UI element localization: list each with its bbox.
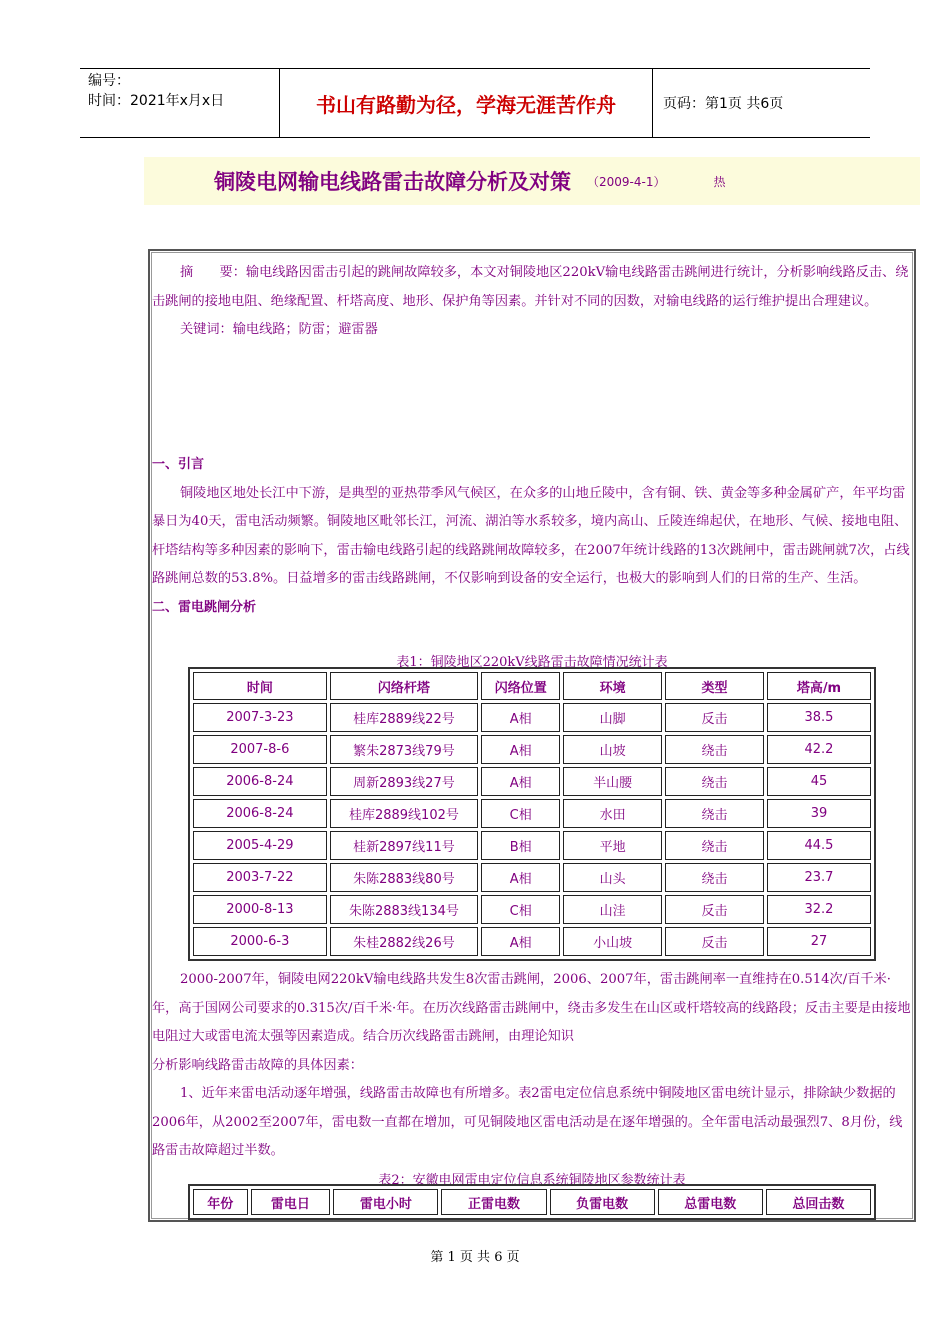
table1-cell: A相: [481, 767, 560, 796]
page-footer: 第 1 页 共 6 页: [430, 1250, 520, 1265]
table-row: [193, 831, 871, 860]
analysis-paragraph-1: 2000-2007年，铜陵电网220kV输电线路共发生8次雷击跳闸，2006、2007年，雷击跳闸率一直维持在0.514次/百千米·年，高于国网公司要求的0.315次/百千米·年。在历次线路雷击跳闸中，绕击多发生在山区或杆塔较高的线路段；反击主要是由接地电阻过大或雷电流太强等因素造成。结合历次线路雷击跳闸，由理论知识: [152, 972, 911, 1044]
table1-cell: 45: [767, 767, 871, 796]
table1-cell: A相: [481, 927, 560, 956]
section-intro: [152, 451, 912, 622]
table1-cell: B相: [481, 831, 560, 860]
table-row: [193, 863, 871, 892]
header-page-info: 页码：第1页 共6页: [663, 96, 784, 112]
table1-cell: 2006-8-24: [193, 767, 327, 796]
table1-cell: 2003-7-22: [193, 863, 327, 892]
table1-cell: 朱陈2883线80号: [330, 863, 478, 892]
table1-cell: 反击: [665, 895, 764, 924]
table-row: [193, 895, 871, 924]
table1-cell: 2000-8-13: [193, 895, 327, 924]
table1-header-cell: 闪络杆塔: [330, 672, 478, 700]
table1-cell: 32.2: [767, 895, 871, 924]
table1-cell: 半山腰: [563, 767, 662, 796]
table1-cell: 绕击: [665, 799, 764, 828]
table1-header-cell: 塔高/m: [767, 672, 871, 700]
abstract: [152, 259, 912, 345]
table2-header-cell: 雷电小时: [333, 1189, 438, 1215]
table1-cell: 27: [767, 927, 871, 956]
table1-cell: 2007-3-23: [193, 703, 327, 732]
table1-cell: 绕击: [665, 831, 764, 860]
table1-cell: C相: [481, 799, 560, 828]
title-banner: [144, 157, 920, 205]
table2-header-cell: 雷电日: [251, 1189, 331, 1215]
table2-header-cell: 正雷电数: [441, 1189, 546, 1215]
table2-caption: 表2：安徽电网雷电定位信息系统铜陵地区参数统计表: [378, 1173, 686, 1188]
table1-cell: 绕击: [665, 863, 764, 892]
analysis-paragraph-2: 分析影响线路雷击故障的具体因素：: [152, 1057, 363, 1073]
table1-cell: 桂库2889线22号: [330, 703, 478, 732]
table1-cell: 2007-8-6: [193, 735, 327, 764]
table1-cell: 绕击: [665, 735, 764, 764]
table-row: [193, 799, 871, 828]
article-date: （2009-4-1）: [587, 174, 666, 189]
table1: [188, 667, 876, 961]
table1-cell: 23.7: [767, 863, 871, 892]
section-heading-intro: 一、引言: [152, 457, 205, 472]
keywords: 关键词：输电线路；防雷；避雷器: [180, 322, 378, 337]
table1-cell: 2005-4-29: [193, 831, 327, 860]
table2-header-cell: 负雷电数: [550, 1189, 655, 1215]
table1-cell: 平地: [563, 831, 662, 860]
table1-cell: 2000-6-3: [193, 927, 327, 956]
article-title: 铜陵电网输电线路雷击故障分析及对策: [214, 170, 571, 194]
table1-header-cell: 类型: [665, 672, 764, 700]
table1-cell: 反击: [665, 703, 764, 732]
table1-cell: C相: [481, 895, 560, 924]
table-row: [193, 767, 871, 796]
table1-cell: 2006-8-24: [193, 799, 327, 828]
header-meta: [80, 69, 280, 137]
table1-cell: 山洼: [563, 895, 662, 924]
table1-cell: 繁朱2873线79号: [330, 735, 478, 764]
table1-cell: 39: [767, 799, 871, 828]
table1-cell: 朱桂2882线26号: [330, 927, 478, 956]
table2-header-cell: 总雷电数: [658, 1189, 763, 1215]
table1-cell: A相: [481, 863, 560, 892]
table1-caption: 表1：铜陵地区220kV线路雷击故障情况统计表: [396, 655, 668, 670]
table2: [188, 1184, 876, 1220]
time-label: 时间：2021年x月x日: [88, 93, 225, 109]
analysis-text: [152, 966, 912, 1166]
hot-badge: 热: [713, 174, 726, 189]
section-heading-analysis: 二、雷电跳闸分析: [152, 599, 257, 615]
table1-cell: 桂库2889线102号: [330, 799, 478, 828]
table-row: [193, 703, 871, 732]
table2-header-cell: 年份: [193, 1189, 248, 1215]
table1-cell: 小山坡: [563, 927, 662, 956]
table1-cell: 周新2893线27号: [330, 767, 478, 796]
table1-cell: 44.5: [767, 831, 871, 860]
table-row: [193, 927, 871, 956]
number-label: 编号：: [88, 73, 130, 89]
table1-cell: A相: [481, 703, 560, 732]
header-motto: 书山有路勤为径，学海无涯苦作舟: [280, 69, 653, 137]
table1-cell: A相: [481, 735, 560, 764]
abstract-text: 摘 要：输电线路因雷击引起的跳闸故障较多，本文对铜陵地区220kV输电线路雷击跳闸进行统计，分析影响线路反击、绕击跳闸的接地电阻、绝缘配置、杆塔高度、地形、保护角等因素。并针对不同的因数，对输电线路的运行维护提出合理建议。: [152, 265, 909, 309]
table1-cell: 山坡: [563, 735, 662, 764]
table1-header-cell: 时间: [193, 672, 327, 700]
table1-cell: 38.5: [767, 703, 871, 732]
table1-cell: 朱陈2883线134号: [330, 895, 478, 924]
table1-header-cell: 环境: [563, 672, 662, 700]
table1-header-cell: 闪络位置: [481, 672, 560, 700]
table2-header-cell: 总回击数: [766, 1189, 871, 1215]
analysis-paragraph-3: 1、近年来雷电活动逐年增强，线路雷击故障也有所增多。表2雷电定位信息系统中铜陵地区雷电统计显示，排除缺少数据的2006年，从2002至2007年，雷电数一直都在增加，可见铜陵地区雷电活动是在逐年增强的。全年雷电活动最强烈7、8月份，线路雷击故障超过半数。: [152, 1086, 903, 1158]
table1-cell: 绕击: [665, 767, 764, 796]
table1-cell: 42.2: [767, 735, 871, 764]
document-header: [80, 68, 870, 138]
table1-cell: 山脚: [563, 703, 662, 732]
table-row: [193, 735, 871, 764]
table1-cell: 山头: [563, 863, 662, 892]
intro-paragraph: 铜陵地区地处长江中下游，是典型的亚热带季风气候区，在众多的山地丘陵中，含有铜、铁、黄金等多种金属矿产，年平均雷暴日为40天，雷电活动频繁。铜陵地区毗邻长江，河流、湖泊等水系较多，境内高山、丘陵连绵起伏，在地形、气候、接地电阻、杆塔结构等多种因素的影响下，雷击输电线路引起的线路跳闸故障较多，在2007年统计线路的13次跳闸中，雷击跳闸就7次，占线路跳闸总数的53.8%。日益增多的雷击线路跳闸，不仅影响到设备的安全运行，也极大的影响到人们的日常的生产、生活。: [152, 485, 910, 586]
table1-cell: 桂新2897线11号: [330, 831, 478, 860]
table1-cell: 反击: [665, 927, 764, 956]
table1-cell: 水田: [563, 799, 662, 828]
